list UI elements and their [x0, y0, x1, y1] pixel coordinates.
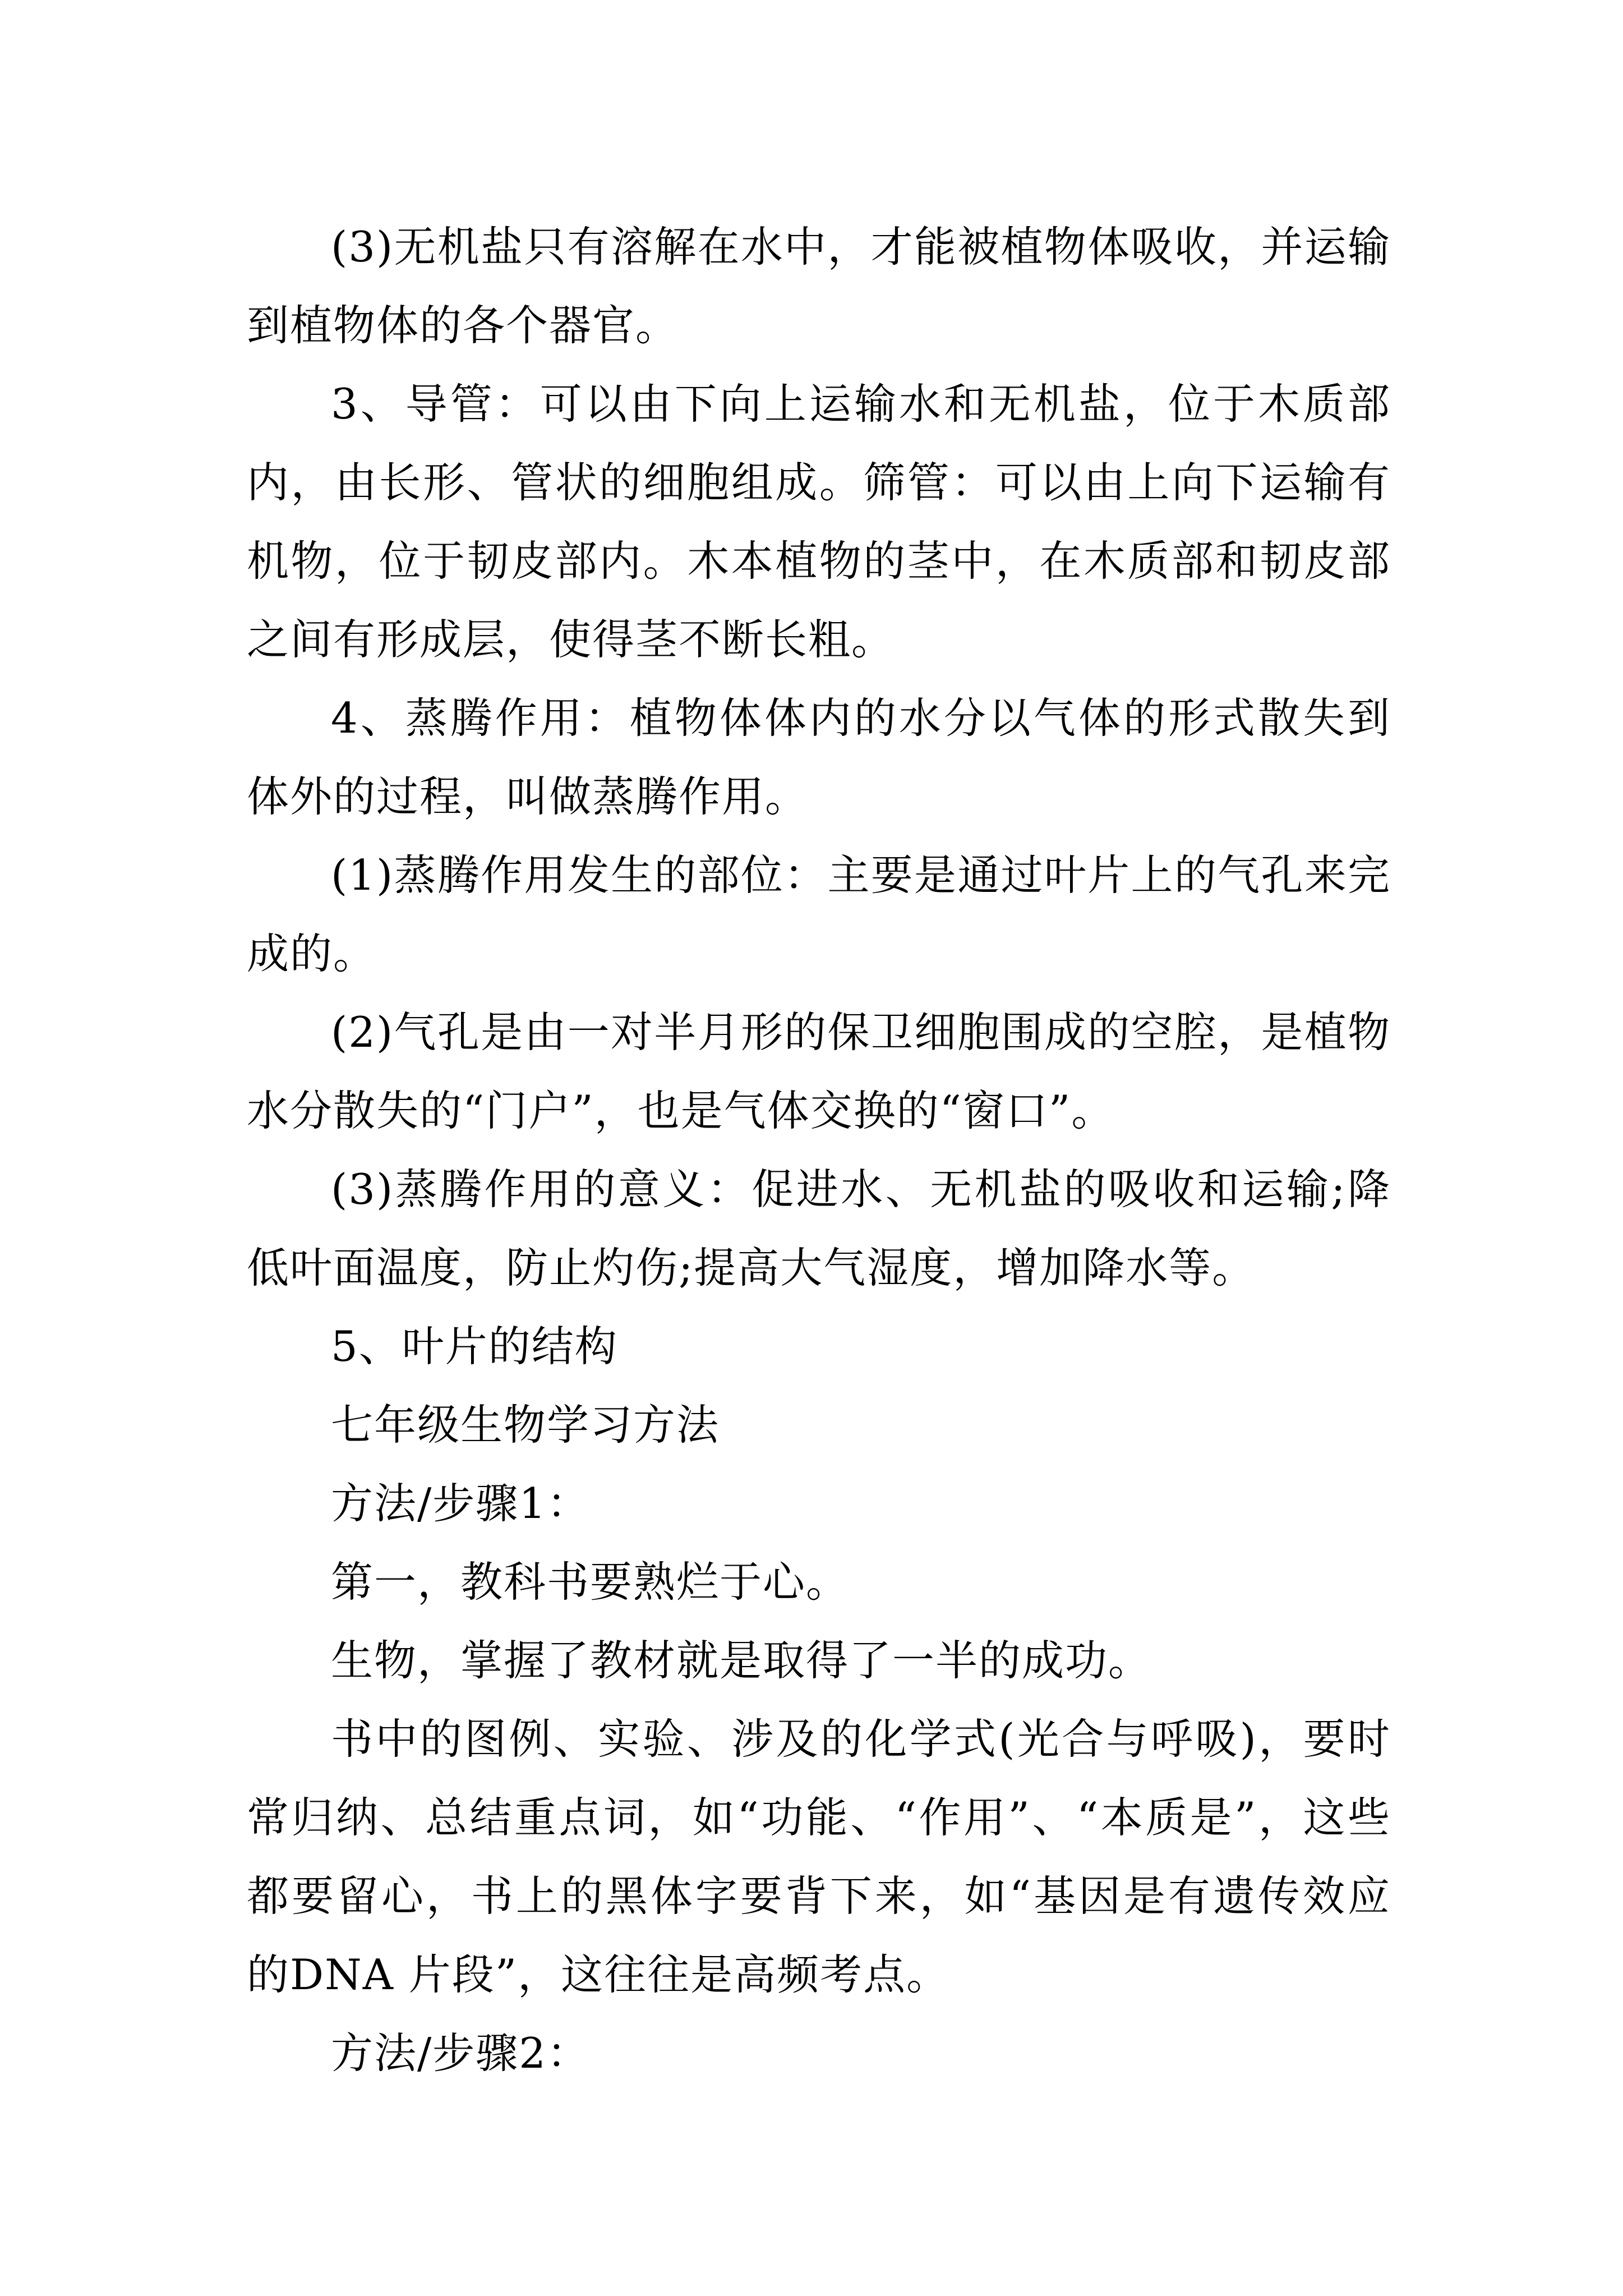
paragraph-transpiration-site: (1)蒸腾作用发生的部位：主要是通过叶片上的气孔来完成的。 — [247, 850, 1391, 978]
paragraph-leaf-structure-heading: 5、叶片的结构 — [331, 1322, 618, 1371]
paragraph-transpiration-definition: 4、蒸腾作用：植物体体内的水分以气体的形式散失到体外的过程，叫做蒸腾作用。 — [247, 693, 1391, 821]
paragraph-step-1-heading: 方法/步骤1： — [331, 1479, 590, 1528]
document-body — [247, 208, 1391, 2092]
paragraph-stomata: (2)气孔是由一对半月形的保卫细胞围成的空腔，是植物水分散失的“门户”，也是气体交换的“窗口”。 — [247, 1007, 1391, 1135]
paragraph-vessels-and-sieve-tubes: 3、导管：可以由下向上运输水和无机盐，位于木质部内，由长形、管状的细胞组成。筛管：可以由上向下运输有机物，位于韧皮部内。木本植物的茎中，在木质部和韧皮部之间有形成层，使得茎不断长粗。 — [247, 379, 1391, 664]
paragraph-transpiration-significance: (3)蒸腾作用的意义：促进水、无机盐的吸收和运输;降低叶面温度，防止灼伤;提高大气湿度，增加降水等。 — [247, 1165, 1391, 1292]
paragraph-inorganic-salt-absorption: (3)无机盐只有溶解在水中，才能被植物体吸收，并运输到植物体的各个器官。 — [247, 222, 1391, 350]
paragraph-study-methods-title: 七年级生物学习方法 — [331, 1400, 720, 1450]
paragraph-step-2-heading: 方法/步骤2： — [331, 2028, 590, 2078]
paragraph-key-terms-advice: 书中的图例、实验、涉及的化学式(光合与呼吸)，要时常归纳、总结重点词，如“功能、“作用”、“本质是”，这些都要留心，书上的黑体字要背下来，如“基因是有遗传效应的DNA 片段”，这往往是高频考点。 — [247, 1714, 1391, 1999]
paragraph-master-textbook: 生物，掌握了教材就是取得了一半的成功。 — [331, 1636, 1152, 1685]
paragraph-textbook-familiarity: 第一，教科书要熟烂于心。 — [331, 1557, 850, 1607]
